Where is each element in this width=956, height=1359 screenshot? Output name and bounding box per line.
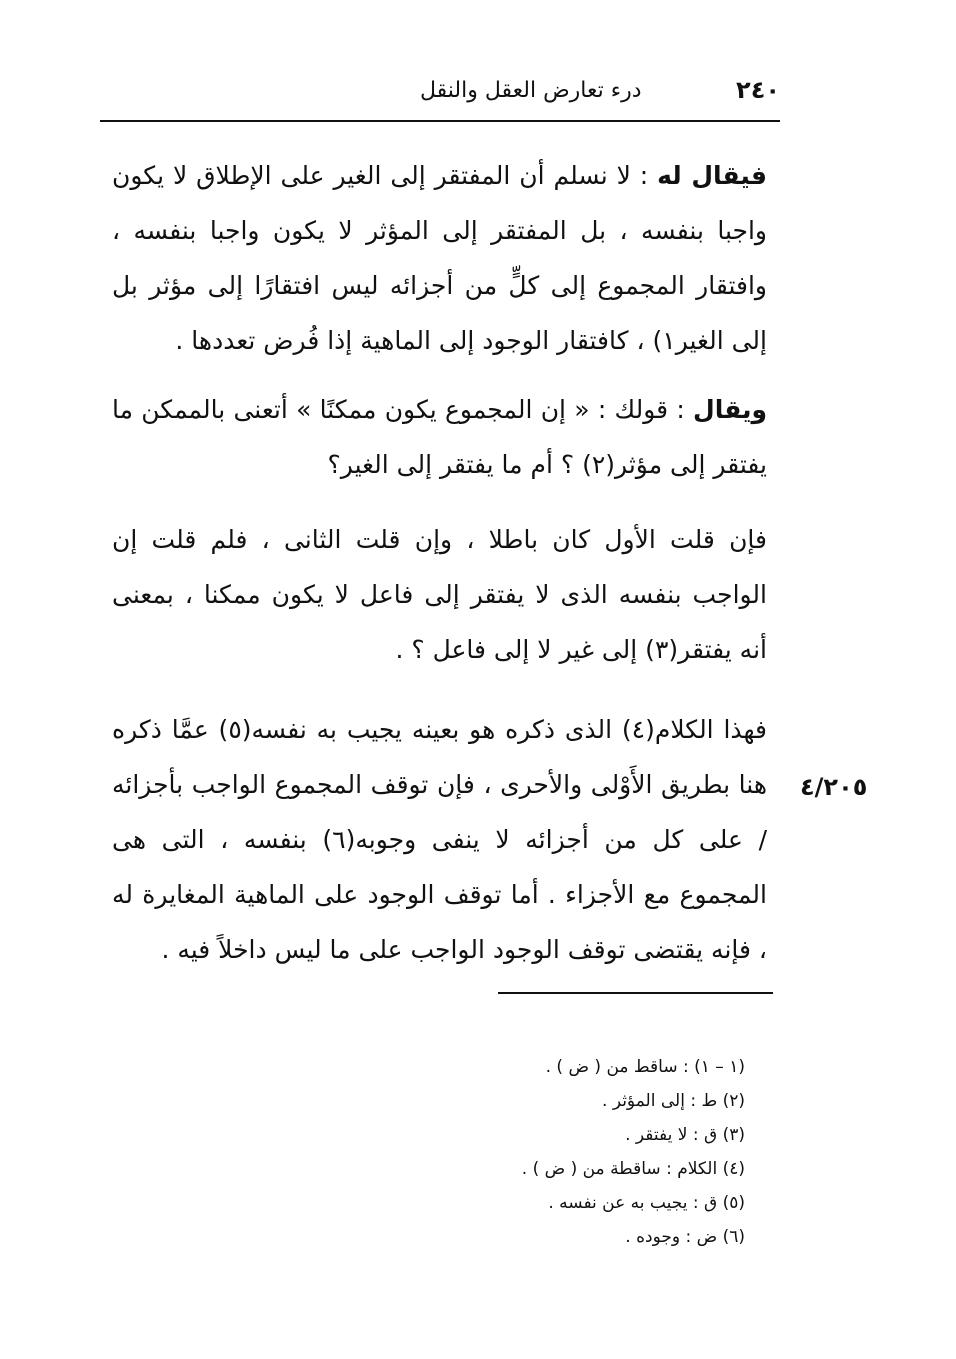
paragraph-lead: فيقال له — [657, 161, 768, 190]
footnote-divider — [498, 992, 773, 994]
margin-reference: ٤/٢٠٥ — [800, 773, 868, 801]
paragraph-1 — [112, 148, 767, 368]
paragraph-3 — [112, 512, 767, 677]
footnote-item: (٥) ق : يجيب به عن نفسه . — [548, 1193, 745, 1213]
paragraph-text: : لا نسلم أن المفتقر إلى الغير على الإطلاق لا يكون واجبا بنفسه ، بل المفتقر إلى المؤثر لا يكون واجبا بنفسه ، وافتقار المجموع إلى كلٍّ من أجزائه ليس افتقارًا إلى مؤثر بل إلى الغير١) ، كافتقار الوجود إلى الماهية إذا فُرض تعددها . — [112, 161, 767, 355]
page-number: ٢٤٠ — [736, 76, 780, 104]
footnote-item: (٦) ض : وجوده . — [625, 1227, 745, 1247]
paragraph-4 — [112, 702, 767, 977]
footnotes — [400, 1050, 745, 1254]
footnote-item: (٢) ط : إلى المؤثر . — [602, 1091, 745, 1111]
paragraph-lead: ويقال — [693, 395, 767, 424]
running-title: درء تعارض العقل والنقل — [420, 78, 642, 103]
page-header — [100, 70, 780, 122]
footnote-item: (١ – ١) : ساقط من ( ض ) . — [545, 1057, 745, 1077]
paragraph-text: فإن قلت الأول كان باطلا ، وإن قلت الثانى ، فلم قلت إن الواجب بنفسه الذى لا يفتقر إلى فاعل لا يكون ممكنا ، بمعنى أنه يفتقر(٣) إلى غير لا إلى فاعل ؟ . — [112, 525, 767, 664]
footnote-item: (٤) الكلام : ساقطة من ( ض ) . — [521, 1159, 745, 1179]
paragraph-text: : قولك : « إن المجموع يكون ممكنًا » أتعنى بالممكن ما يفتقر إلى مؤثر(٢) ؟ أم ما يفتقر إلى الغير؟ — [112, 395, 767, 479]
paragraph-text: فهذا الكلام(٤) الذى ذكره هو بعينه يجيب به نفسه(٥) عمَّا ذكره هنا بطريق الأَوْلى والأحرى ، فإن توقف المجموع الواجب بأجزائه / على كل من أجزائه لا ينفى وجوبه(٦) بنفسه ، التى هى المجموع مع الأجزاء . أما توقف الوجود على الماهية المغايرة له ، فإنه يقتضى توقف الوجود الواجب على ما ليس داخلاً فيه . — [112, 715, 767, 964]
footnote-item: (٣) ق : لا يفتقر . — [625, 1125, 745, 1145]
paragraph-2 — [112, 382, 767, 492]
